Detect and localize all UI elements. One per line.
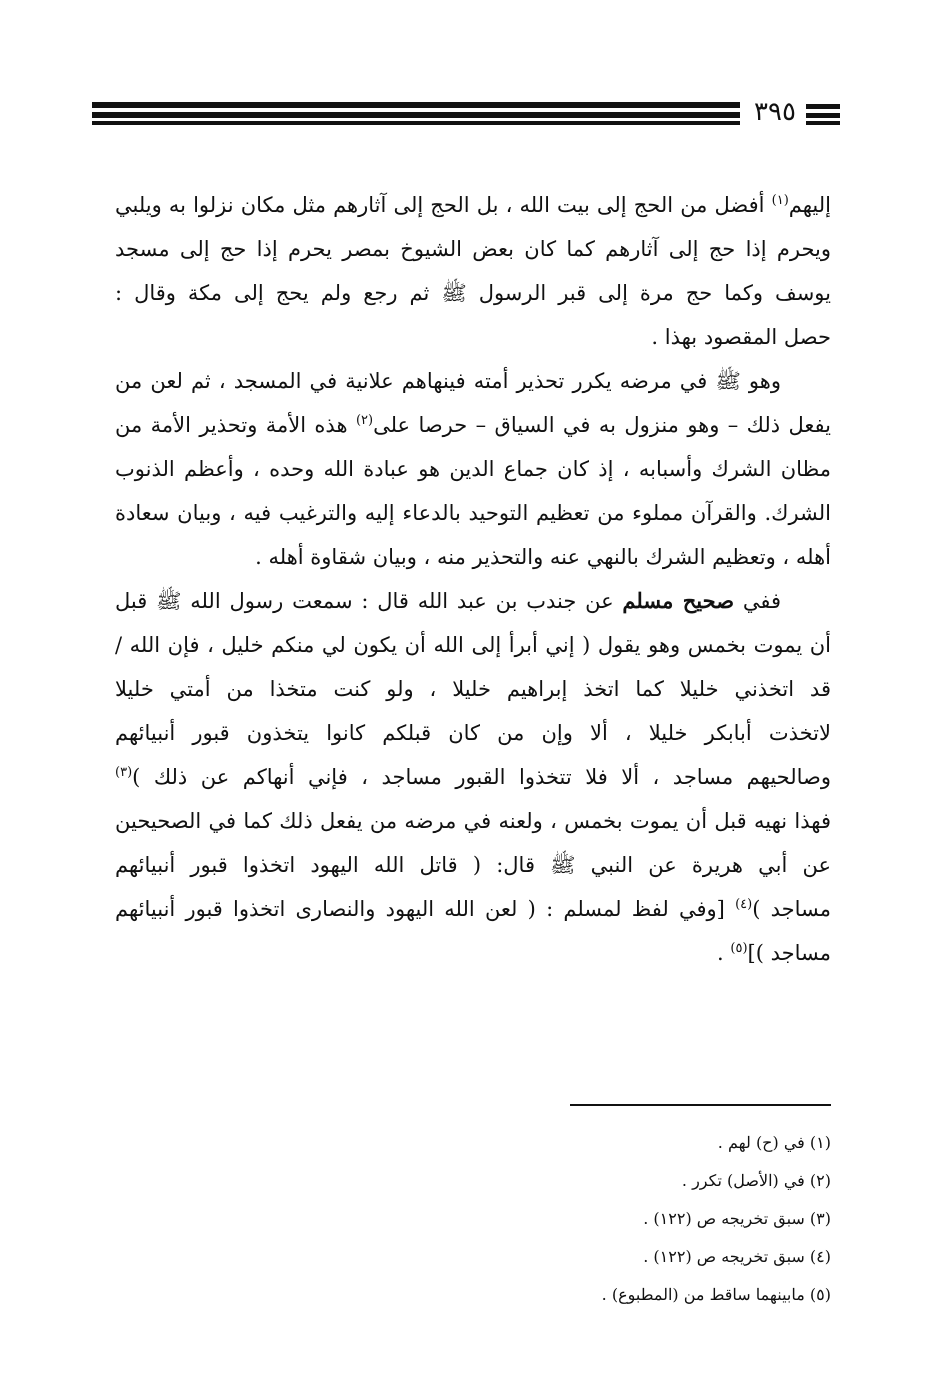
paragraph — [115, 579, 831, 975]
header-rule — [92, 112, 740, 118]
line-text: أفضل من الحج إلى بيت الله ، بل الحج إلى آثارهم مثل مكان نزلوا به ويلبي — [115, 193, 772, 217]
line-text: . — [717, 941, 731, 965]
text-line: مظان الشرك وأسبابه ، إذ كان جماع الدين هو عبادة الله وحده ، وأعظم الذنوب — [115, 457, 831, 481]
footnote-ref: (٣) — [115, 765, 133, 780]
text-line: أن يموت بخمس وهو يقول ( إني أبرأ إلى الله أن يكون لي منكم خليل ، فإن الله / — [115, 633, 831, 657]
header-rule — [806, 113, 840, 118]
text-line — [115, 887, 831, 931]
footnote-ref: (٤) — [735, 897, 753, 912]
text-line: قد اتخذني خليلا كما اتخذ إبراهيم خليلا ، ولو كنت متخذا من أمتي خليلا — [115, 677, 831, 701]
footnote-ref: (٢) — [355, 413, 374, 428]
line-text: إليهم — [788, 193, 831, 217]
footnotes — [500, 1124, 831, 1314]
footnote-item: (٤) سبق تخريجه ص (١٢٢) . — [643, 1247, 831, 1266]
line-text: مساجد )] — [747, 941, 831, 965]
footnote-item: (١) في (ح) لهم . — [717, 1133, 831, 1152]
footnote-ref: (٥) — [730, 941, 748, 956]
text-line — [115, 403, 831, 447]
text-line: ويحرم إذا حج إلى آثارهم كما كان بعض الشيوخ بمصر يحرم إذا حج إلى مسجد — [115, 237, 831, 261]
line-text: هذه الأمة وتحذير الأمة من — [115, 413, 356, 437]
text-line: وهو ﷺ في مرضه يكرر تحذير أمته فينهاهم علانية في المسجد ، ثم لعن من — [115, 369, 781, 393]
line-text: مساجد ) — [752, 897, 831, 921]
text-line: الشرك. والقرآن مملوء من تعظيم التوحيد بالدعاء إليه والترغيب فيه ، وبيان سعادة — [115, 501, 831, 525]
line-text: يفعل ذلك – وهو منزول به في السياق – حرصا على — [373, 413, 832, 437]
text-line: أهله ، وتعظيم الشرك بالنهي عنه والتحذير منه ، وبيان شقاوة أهله . — [255, 545, 831, 569]
text-line: حصل المقصود بهذا . — [651, 325, 831, 349]
footnote-item: (٢) في (الأصل) تكرر . — [681, 1171, 831, 1190]
header-rule — [806, 121, 840, 125]
text-line — [115, 755, 831, 799]
paragraph — [115, 183, 831, 359]
line-text: عن جندب بن عبد الله قال : سمعت رسول الله ﷺ قبل — [115, 589, 623, 613]
header-rule — [92, 102, 740, 108]
text-line — [115, 183, 831, 227]
footnote-item: (٣) سبق تخريجه ص (١٢٢) . — [643, 1209, 831, 1228]
text-line: لاتخذت أبابكر خليلا ، ألا وإن من كان قبلكم كانوا يتخذون قبور أنبيائهم — [115, 721, 831, 745]
text-line: عن أبي هريرة عن النبي ﷺ قال: ( قاتل الله اليهود اتخذوا قبور أنبيائهم — [115, 853, 831, 877]
line-text: وصالحيهم مساجد ، ألا فلا تتخذوا القبور مساجد ، فإني أنهاكم عن ذلك ) — [132, 765, 831, 789]
text-line — [115, 579, 831, 623]
text-line: فهذا نهيه قبل أن يموت بخمس ، ولعنه في مرضه من يفعل ذلك كما في الصحيحين — [115, 809, 831, 833]
line-text: ففي — [734, 589, 781, 613]
main-text — [115, 183, 831, 975]
text-line — [115, 931, 831, 975]
page-number: ٣٩٥ — [754, 97, 796, 127]
footnote-item: (٥) مابينهما ساقط من (المطبوع) . — [601, 1285, 831, 1304]
line-text: [وفي لفظ لمسلم : ( لعن الله اليهود والنصارى اتخذوا قبور أنبيائهم — [115, 897, 736, 921]
footnote-divider — [570, 1104, 831, 1106]
paragraph — [115, 359, 831, 579]
header-rule — [92, 121, 740, 125]
text-line: يوسف وكما حج مرة إلى قبر الرسول ﷺ ثم رجع ولم يحج إلى مكة وقال : — [115, 281, 831, 305]
header-rule — [806, 104, 840, 109]
book-title: صحيح مسلم — [622, 588, 735, 613]
page-header — [92, 96, 840, 130]
footnote-ref: (١) — [771, 193, 789, 208]
